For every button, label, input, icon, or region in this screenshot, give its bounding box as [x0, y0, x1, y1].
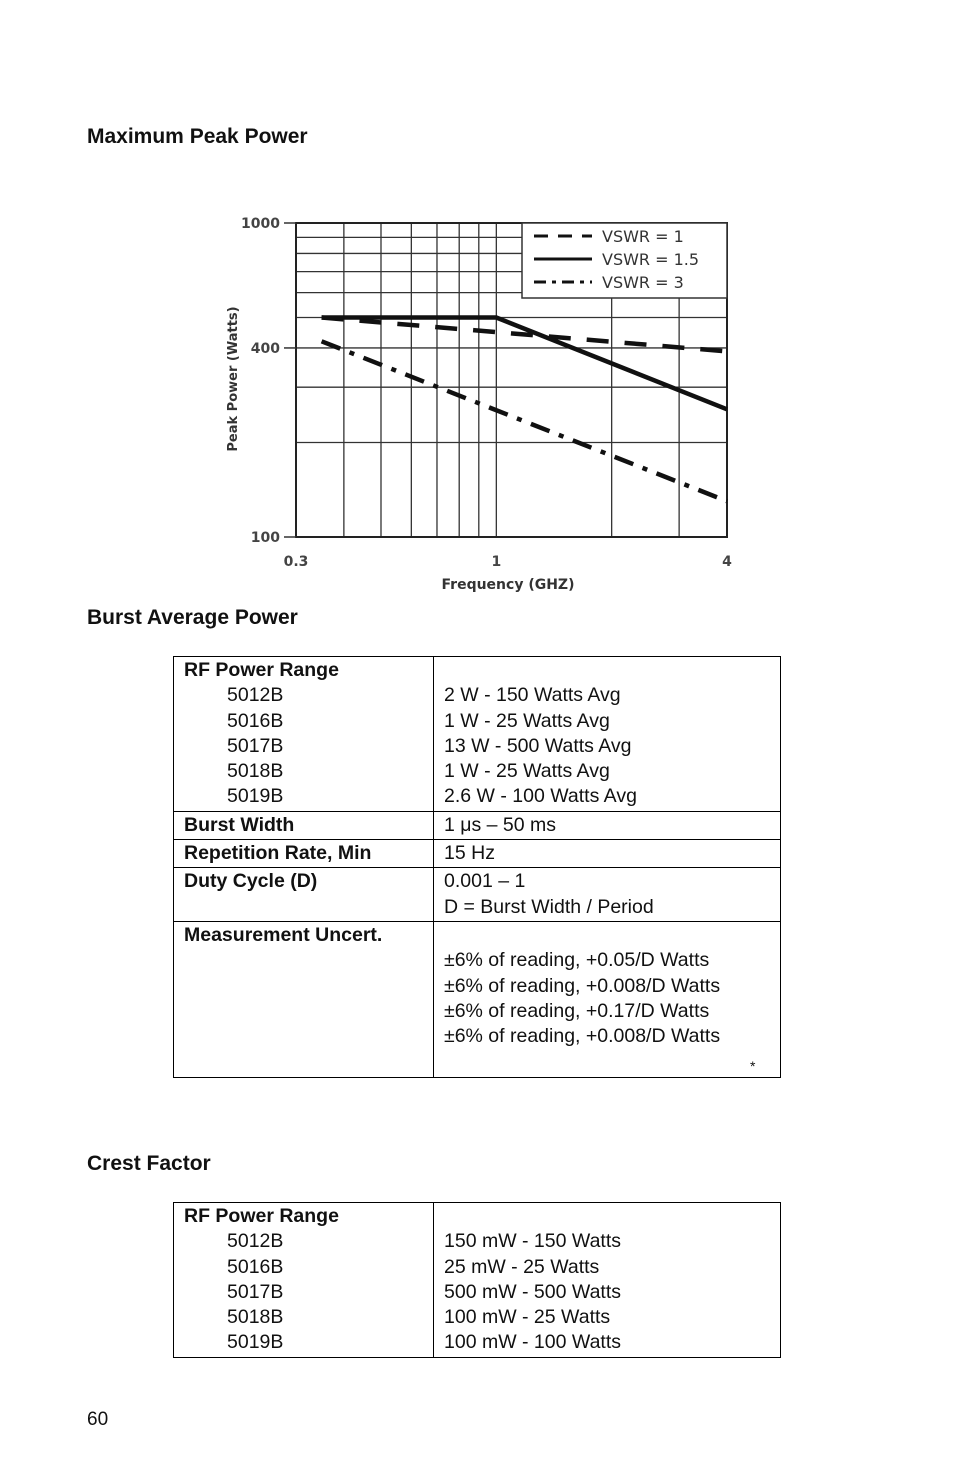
range-value: 150 mW - 150 Watts — [444, 1230, 621, 1253]
duty-cycle-formula: D = Burst Width / Period — [444, 895, 654, 918]
range-value: 25 mW - 25 Watts — [444, 1255, 600, 1278]
model-5016b: 5016B — [227, 1255, 284, 1278]
crest-factor-table — [173, 1202, 781, 1358]
uncertainty-value: ±6% of reading, +0.05/D Watts — [444, 949, 710, 972]
uncertainty-value: ±6% of reading, +0.17/D Watts — [444, 999, 710, 1022]
table-row — [174, 868, 781, 922]
range-value: 500 mW - 500 Watts — [444, 1280, 621, 1303]
series-line-1 — [322, 318, 727, 352]
range-value: 2 W - 150 Watts Avg — [444, 684, 621, 707]
burst-average-power-heading: Burst Average Power — [87, 606, 298, 629]
chart-series — [322, 318, 727, 502]
range-value: 2.6 W - 100 Watts Avg — [444, 785, 637, 808]
burst-width-value: 1 μs – 50 ms — [434, 811, 781, 839]
burst-average-power-table — [173, 656, 781, 1078]
rf-power-range-label: RF Power Range — [184, 1205, 339, 1227]
repetition-rate-value: 15 Hz — [434, 840, 781, 868]
footnote-asterisk: * — [750, 1058, 756, 1074]
range-value: 1 W - 25 Watts Avg — [444, 760, 610, 783]
table-row — [174, 1203, 781, 1358]
chart-legend — [522, 223, 727, 298]
model-5019b: 5019B — [227, 1331, 284, 1354]
y-tick-label: 1000 — [241, 216, 280, 232]
model-5016b: 5016B — [227, 709, 284, 732]
range-value: 13 W - 500 Watts Avg — [444, 734, 632, 757]
range-value: 100 mW - 100 Watts — [444, 1331, 621, 1354]
table-row — [174, 921, 781, 1077]
series-line-3 — [322, 341, 727, 501]
y-tick-label: 100 — [250, 530, 280, 546]
x-tick-label: 0.3 — [283, 554, 309, 570]
legend-label: VSWR = 1.5 — [602, 250, 700, 269]
x-axis-label: Frequency (GHZ) — [441, 577, 575, 593]
table-row — [174, 840, 781, 868]
legend-label: VSWR = 1 — [602, 227, 684, 246]
range-value: 100 mW - 25 Watts — [444, 1306, 611, 1329]
table-row — [174, 657, 781, 812]
x-tick-label: 4 — [722, 554, 732, 570]
crest-rf-power-range-values-cell — [434, 1203, 781, 1358]
rf-power-range-label-cell — [174, 657, 434, 812]
model-5017b: 5017B — [227, 1280, 284, 1303]
burst-width-label: Burst Width — [174, 811, 434, 839]
duty-cycle-range: 0.001 – 1 — [444, 870, 526, 893]
y-tick-label: 400 — [250, 340, 280, 357]
model-5019b: 5019B — [227, 785, 284, 808]
crest-factor-heading: Crest Factor — [87, 1152, 211, 1175]
model-5018b: 5018B — [227, 760, 284, 783]
peak-power-heading: Maximum Peak Power — [87, 125, 308, 148]
duty-cycle-label: Duty Cycle (D) — [174, 868, 434, 922]
repetition-rate-label: Repetition Rate, Min — [174, 840, 434, 868]
rf-power-range-values-cell — [434, 657, 781, 812]
model-5012b: 5012B — [227, 1230, 284, 1253]
peak-power-chart — [212, 198, 742, 598]
legend-label: VSWR = 3 — [602, 273, 684, 292]
table-row — [174, 811, 781, 839]
rf-power-range-label: RF Power Range — [184, 659, 339, 681]
uncertainty-value: ±6% of reading, +0.008/D Watts — [444, 974, 721, 997]
model-5012b: 5012B — [227, 684, 284, 707]
y-axis-label: Peak Power (Watts) — [226, 306, 241, 452]
duty-cycle-values-cell — [434, 868, 781, 922]
range-value: 1 W - 25 Watts Avg — [444, 709, 610, 732]
model-5017b: 5017B — [227, 734, 284, 757]
measurement-uncertainty-label: Measurement Uncert. — [174, 921, 434, 1077]
measurement-uncertainty-values-cell — [434, 921, 781, 1077]
crest-rf-power-range-label-cell — [174, 1203, 434, 1358]
uncertainty-value: ±6% of reading, +0.008/D Watts — [444, 1025, 721, 1048]
x-tick-label: 1 — [491, 554, 502, 570]
model-5018b: 5018B — [227, 1306, 284, 1329]
page-number: 60 — [87, 1409, 109, 1430]
